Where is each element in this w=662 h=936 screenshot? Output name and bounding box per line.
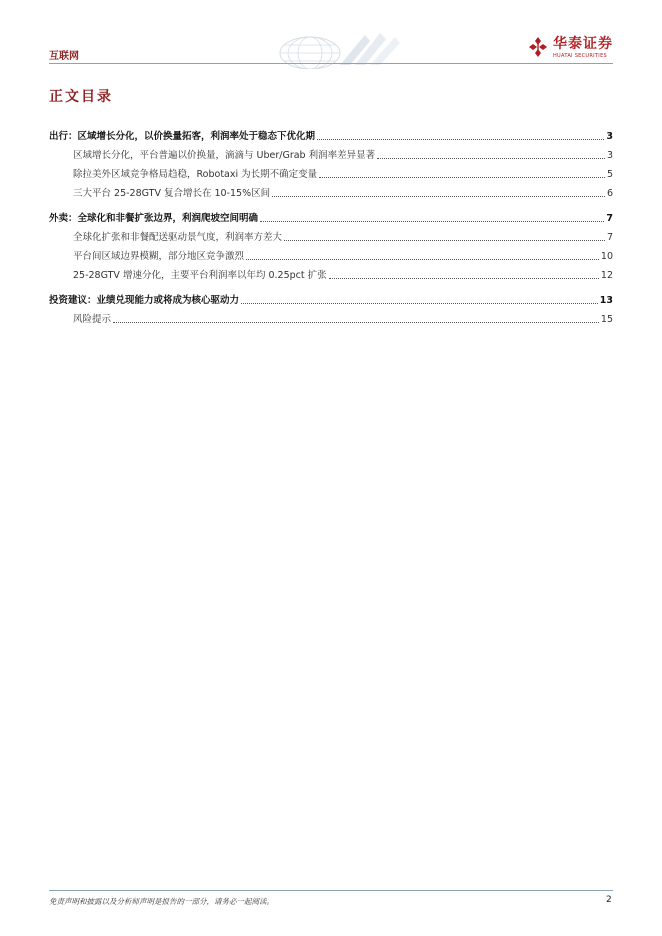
toc-leader-dots	[241, 303, 598, 304]
toc-entry-page: 15	[600, 314, 613, 325]
toc-leader-dots	[319, 177, 605, 178]
toc-entry-text: 风险提示	[73, 314, 112, 325]
toc-leader-dots	[272, 196, 605, 197]
toc-entry-text: 除拉美外区域竞争格局趋稳，Robotaxi 为长期不确定变量	[73, 169, 318, 180]
toc-entry-text: 区域增长分化，平台普遍以价换量，滴滴与 Uber/Grab 利润率差异显著	[73, 150, 376, 161]
toc-entry-text: 外卖：全球化和非餐扩张边界，利润爬坡空间明确	[49, 213, 259, 224]
toc-entry[interactable]	[49, 307, 613, 326]
toc-leader-dots	[113, 322, 599, 323]
toc-entry-text: 投资建议：业绩兑现能力或将成为核心驱动力	[49, 295, 240, 306]
huatai-logo	[527, 36, 613, 59]
toc-entry[interactable]	[49, 288, 613, 307]
logo-name-cn: 华泰证券	[553, 36, 613, 52]
footer-disclaimer: 免责声明和披露以及分析师声明是报告的一部分，请务必一起阅读。	[49, 897, 274, 906]
footer-divider	[49, 890, 613, 891]
toc-entry[interactable]	[49, 181, 613, 200]
toc-entry[interactable]	[49, 263, 613, 282]
toc-entry-text: 出行：区域增长分化，以价换量拓客，利润率处于稳态下优化期	[49, 131, 316, 142]
toc-leader-dots	[317, 139, 604, 140]
toc-leader-dots	[329, 278, 599, 279]
huatai-logo-icon	[527, 36, 549, 58]
toc-entry-page: 12	[600, 270, 613, 281]
toc-leader-dots	[246, 259, 599, 260]
logo-name-en: HUATAI SECURITIES	[553, 53, 607, 59]
toc-leader-dots	[377, 158, 605, 159]
header-divider	[49, 63, 613, 64]
toc-title: 正文目录	[49, 89, 113, 105]
toc-leader-dots	[284, 240, 605, 241]
toc-entry-page: 7	[606, 232, 613, 243]
toc-entry-page: 7	[606, 213, 613, 224]
toc-entry-page: 13	[599, 295, 613, 306]
toc-entry-page: 5	[606, 169, 613, 180]
toc-entry-page: 10	[600, 251, 613, 262]
section-tag: 互联网	[49, 51, 79, 62]
toc-entry-page: 3	[606, 131, 613, 142]
toc-entry[interactable]	[49, 206, 613, 225]
toc-entry-text: 平台间区域边界模糊，部分地区竞争激烈	[73, 251, 245, 262]
toc-entry-text: 三大平台 25-28GTV 复合增长在 10-15%区间	[73, 188, 271, 199]
table-of-contents	[49, 124, 613, 326]
toc-entry[interactable]	[49, 162, 613, 181]
toc-entry[interactable]	[49, 225, 613, 244]
toc-entry-page: 3	[606, 150, 613, 161]
toc-entry-page: 6	[606, 188, 613, 199]
toc-entry-text: 全球化扩张和非餐配送驱动景气度，利润率方差大	[73, 232, 283, 243]
toc-leader-dots	[260, 221, 604, 222]
toc-entry[interactable]	[49, 124, 613, 143]
toc-entry[interactable]	[49, 244, 613, 263]
page-number: 2	[606, 895, 612, 905]
toc-entry[interactable]	[49, 143, 613, 162]
toc-entry-text: 25-28GTV 增速分化，主要平台利润率以年均 0.25pct 扩张	[73, 270, 327, 281]
